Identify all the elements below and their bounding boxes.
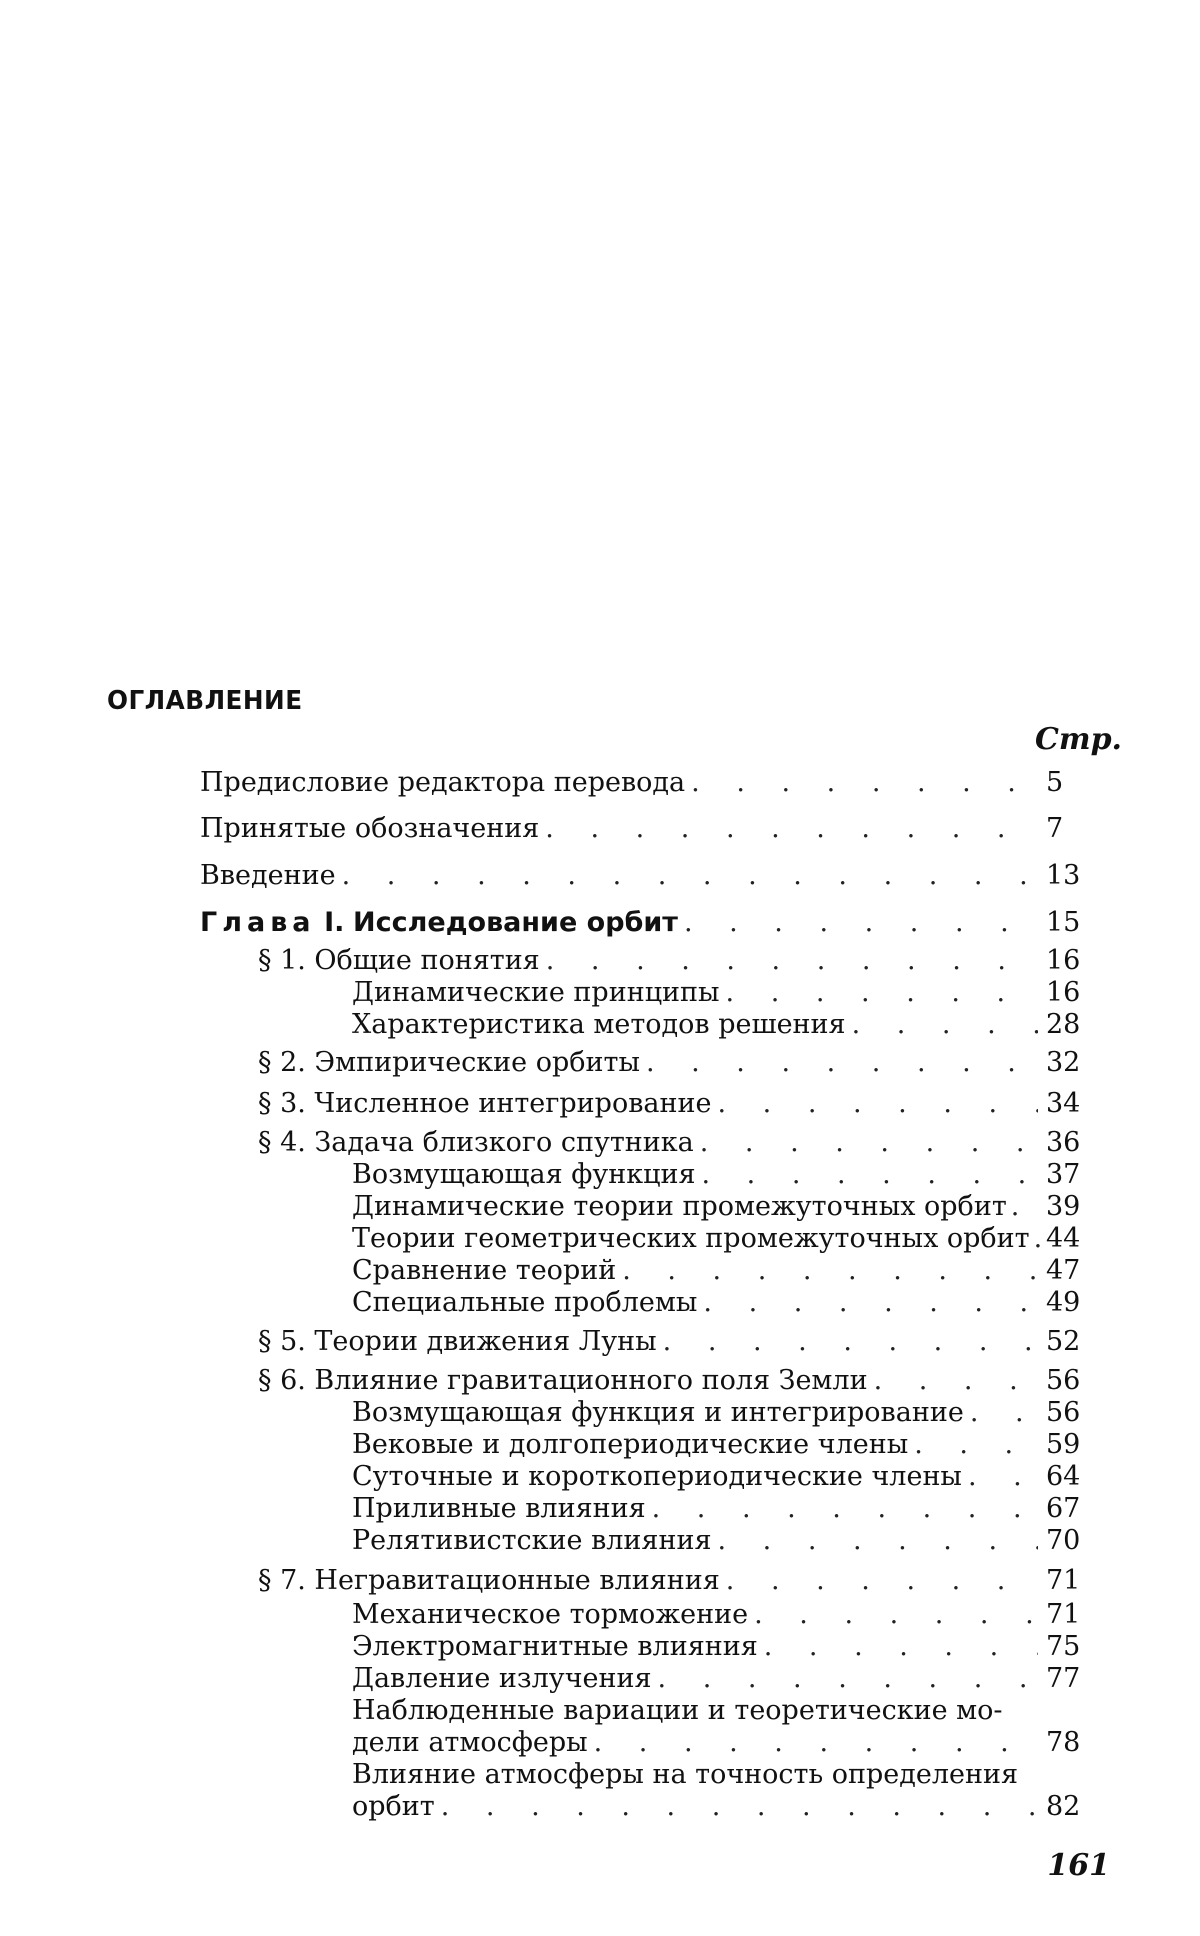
toc-entry-label-line1: Наблюденные вариации и теоретические мо- — [352, 1695, 1003, 1726]
toc-entry-page: 44 — [1046, 1223, 1081, 1254]
toc-entry-page: 47 — [1046, 1255, 1081, 1286]
toc-heading: ОГЛАВЛЕНИЕ — [107, 686, 303, 716]
leader-dots — [726, 1566, 1038, 1596]
leader-dots — [764, 1632, 1038, 1662]
toc-entry-label: Релятивистские влияния — [352, 1525, 712, 1556]
toc-entry-label: Вековые и долгопериодические члены — [352, 1429, 909, 1460]
toc-subsection-entry[interactable] — [352, 1224, 1086, 1254]
toc-subsection-entry[interactable] — [352, 1160, 1086, 1190]
toc-section-entry[interactable] — [258, 1128, 1086, 1158]
leader-dots — [652, 1494, 1038, 1524]
toc-entry-page: 77 — [1046, 1663, 1081, 1694]
toc-entry-label: § 2. Эмпирические орбиты — [258, 1047, 640, 1078]
toc-entry-page: 37 — [1046, 1159, 1081, 1190]
toc-entry-page: 82 — [1046, 1791, 1081, 1822]
toc-subsection-entry[interactable] — [352, 1430, 1086, 1460]
chapter-prefix: Глава — [200, 907, 316, 938]
leader-dots — [702, 1160, 1038, 1190]
leader-dots — [914, 1430, 1038, 1460]
toc-entry-page: 64 — [1046, 1461, 1081, 1492]
toc-entry-page: 56 — [1046, 1397, 1081, 1428]
leader-dots — [718, 1089, 1039, 1119]
toc-subsection-entry[interactable] — [352, 1664, 1086, 1694]
leader-dots — [754, 1600, 1038, 1630]
toc-entry-page: 36 — [1046, 1127, 1081, 1158]
leader-dots — [545, 814, 1038, 844]
leader-dots — [646, 1048, 1038, 1078]
toc-subsection-entry[interactable] — [352, 1192, 1086, 1222]
toc-entry-page: 75 — [1046, 1631, 1081, 1662]
toc-section-entry[interactable] — [258, 1327, 1086, 1357]
chapter-title: Исследование орбит — [353, 907, 678, 938]
page-column-label: Стр. — [1034, 722, 1122, 757]
leader-dots — [874, 1366, 1038, 1396]
toc-entry-label: Предисловие редактора перевода — [200, 767, 686, 798]
toc-entry-label: орбит — [352, 1791, 435, 1822]
toc-entry-page: 7 — [1046, 813, 1064, 844]
leader-dots — [717, 1526, 1038, 1556]
toc-chapter-entry[interactable] — [200, 908, 1086, 938]
toc-entry-label-line1: Влияние атмосферы на точность определения — [352, 1759, 1019, 1790]
toc-entry-page: 16 — [1046, 977, 1081, 1008]
leader-dots — [691, 768, 1038, 798]
toc-entry-label: § 7. Негравитационные влияния — [258, 1565, 720, 1596]
leader-dots — [726, 978, 1038, 1008]
toc-entry-page: 13 — [1046, 860, 1081, 891]
leader-dots — [684, 908, 1038, 938]
leader-dots — [663, 1327, 1038, 1357]
toc-entry-label: Характеристика методов решения — [352, 1009, 846, 1040]
toc-entry-label: Динамические принципы — [352, 977, 720, 1008]
toc-subsection-entry[interactable] — [352, 1600, 1086, 1630]
toc-entry-page: 59 — [1046, 1429, 1081, 1460]
toc-entry-label: Суточные и короткопериодические члены — [352, 1461, 962, 1492]
toc-subsection-entry[interactable] — [352, 1010, 1086, 1040]
leader-dots — [594, 1728, 1038, 1758]
toc-entry-page: 70 — [1046, 1525, 1081, 1556]
toc-entry-page: 78 — [1046, 1727, 1081, 1758]
toc-entry-label: Теории геометрических промежуточных орбит — [352, 1223, 1030, 1254]
toc-subsection-entry[interactable] — [352, 1288, 1086, 1318]
toc-entry-label: § 4. Задача близкого спутника — [258, 1127, 694, 1158]
toc-entry-page: 52 — [1046, 1326, 1081, 1357]
toc-entry-label: Введение — [200, 860, 336, 891]
toc-subsection-entry[interactable] — [352, 1462, 1086, 1492]
leader-dots — [546, 946, 1038, 976]
toc-entry-page: 56 — [1046, 1365, 1081, 1396]
toc-entry-page: 71 — [1046, 1565, 1081, 1596]
toc-entry-page: 28 — [1046, 1009, 1081, 1040]
toc-subsection-entry[interactable] — [352, 1632, 1086, 1662]
toc-entry-label: § 6. Влияние гравитационного поля Земли — [258, 1365, 868, 1396]
toc-section-entry[interactable] — [258, 1089, 1086, 1119]
leader-dots — [622, 1256, 1038, 1286]
page-number: 161 — [1047, 1848, 1110, 1883]
toc-entry-page: 16 — [1046, 945, 1081, 976]
toc-entry-label: Приливные влияния — [352, 1493, 646, 1524]
toc-entry-label: Сравнение теорий — [352, 1255, 617, 1286]
leader-dots — [441, 1792, 1038, 1822]
toc-subsection-entry[interactable] — [352, 1526, 1086, 1556]
toc-subsection-entry[interactable] — [352, 978, 1086, 1008]
toc-entry-page: 39 — [1046, 1191, 1081, 1222]
toc-entry-label: дели атмосферы — [352, 1727, 588, 1758]
toc-entry-label: Давление излучения — [352, 1663, 652, 1694]
toc-entry-label: Принятые обозначения — [200, 813, 540, 844]
toc-entry-label: Специальные проблемы — [352, 1287, 698, 1318]
toc-entry-label: § 1. Общие понятия — [258, 945, 540, 976]
toc-entry-label: § 3. Численное интегрирование — [258, 1088, 712, 1119]
toc-entry-label: § 5. Теории движения Луны — [258, 1326, 657, 1357]
toc-entry-page: 15 — [1046, 907, 1081, 938]
toc-section-entry[interactable] — [258, 1566, 1086, 1596]
toc-entry[interactable] — [200, 861, 1086, 891]
toc-subsection-entry[interactable] — [352, 1398, 1086, 1428]
toc-entry-page: 71 — [1046, 1599, 1081, 1630]
toc-subsection-entry[interactable] — [352, 1792, 1086, 1822]
leader-dots — [342, 861, 1038, 891]
chapter-number: I. — [324, 907, 345, 938]
leader-dots — [703, 1288, 1038, 1318]
toc-entry-label: Электромагнитные влияния — [352, 1631, 758, 1662]
toc-entry-label: Механическое торможение — [352, 1599, 749, 1630]
toc-subsection-entry[interactable] — [352, 1494, 1086, 1524]
toc-subsection-entry[interactable] — [352, 1256, 1086, 1286]
toc-entry-label: Возмущающая функция и интегрирование — [352, 1397, 964, 1428]
toc-entry-page: 34 — [1046, 1088, 1081, 1119]
toc-subsection-entry[interactable] — [352, 1728, 1086, 1758]
toc-entry-page: 5 — [1046, 767, 1064, 798]
toc-chapter-label — [200, 908, 678, 938]
leader-dots — [968, 1462, 1038, 1492]
toc-entry-page: 32 — [1046, 1047, 1081, 1078]
toc-section-entry[interactable] — [258, 946, 1086, 976]
toc-entry-page: 67 — [1046, 1493, 1081, 1524]
toc-entry-page: 49 — [1046, 1287, 1081, 1318]
leader-dots — [658, 1664, 1038, 1694]
toc-entry[interactable] — [200, 768, 1086, 798]
leader-dots — [1011, 1192, 1042, 1222]
leader-dots — [1034, 1224, 1042, 1254]
leader-dots — [700, 1128, 1038, 1158]
toc-entry-label: Динамические теории промежуточных орбит — [352, 1191, 1007, 1222]
toc-section-entry[interactable] — [258, 1048, 1086, 1078]
toc-section-entry[interactable] — [258, 1366, 1086, 1396]
leader-dots — [852, 1010, 1038, 1040]
toc-entry-label: Возмущающая функция — [352, 1159, 696, 1190]
leader-dots — [970, 1398, 1038, 1428]
toc-entry[interactable] — [200, 814, 1086, 844]
